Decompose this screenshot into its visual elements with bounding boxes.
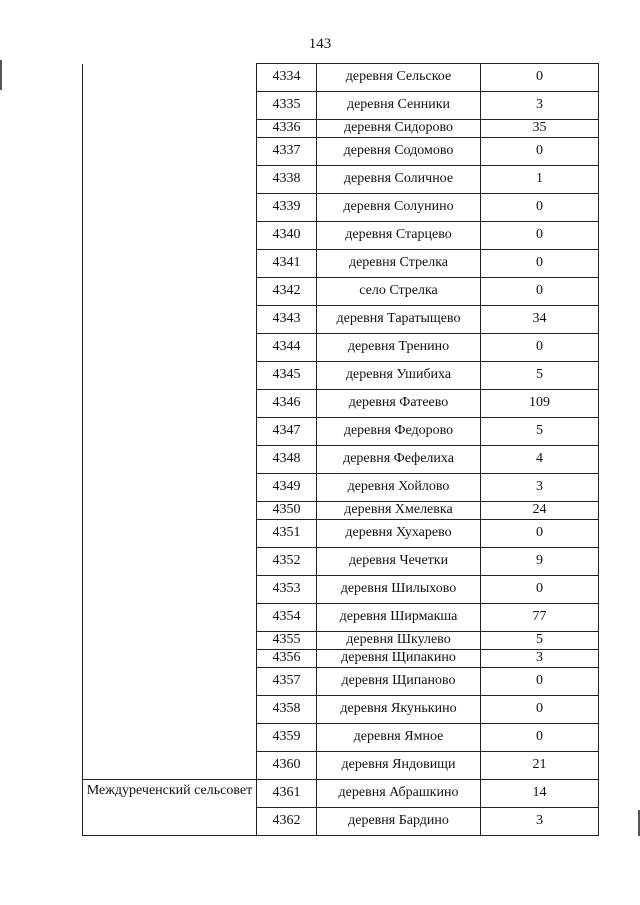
row-number: 4341 — [257, 250, 317, 278]
district-cell: Междуреченский сельсовет — [83, 780, 257, 836]
population-value: 0 — [481, 222, 599, 250]
population-value: 0 — [481, 250, 599, 278]
population-value: 0 — [481, 334, 599, 362]
settlement-name: деревня Яндовищи — [317, 752, 481, 780]
population-value: 0 — [481, 64, 599, 92]
settlement-name: деревня Солунино — [317, 194, 481, 222]
row-number: 4349 — [257, 474, 317, 502]
population-value: 35 — [481, 120, 599, 138]
settlement-name: деревня Тренино — [317, 334, 481, 362]
settlement-name: деревня Хухарево — [317, 520, 481, 548]
settlement-name: деревня Сельское — [317, 64, 481, 92]
population-value: 109 — [481, 390, 599, 418]
row-number: 4336 — [257, 120, 317, 138]
settlement-name: деревня Фефелиха — [317, 446, 481, 474]
population-value: 77 — [481, 604, 599, 632]
settlement-name: деревня Фатеево — [317, 390, 481, 418]
population-value: 3 — [481, 92, 599, 120]
row-number: 4339 — [257, 194, 317, 222]
settlement-name: деревня Абрашкино — [317, 780, 481, 808]
row-number: 4345 — [257, 362, 317, 390]
settlement-name: деревня Шкулево — [317, 632, 481, 650]
settlement-name: деревня Чечетки — [317, 548, 481, 576]
settlement-name: деревня Щипакино — [317, 650, 481, 668]
settlement-name: деревня Якунькино — [317, 696, 481, 724]
row-number: 4358 — [257, 696, 317, 724]
population-value: 0 — [481, 278, 599, 306]
row-number: 4356 — [257, 650, 317, 668]
settlement-name: деревня Таратыщево — [317, 306, 481, 334]
row-number: 4351 — [257, 520, 317, 548]
row-number: 4344 — [257, 334, 317, 362]
settlement-name: деревня Старцево — [317, 222, 481, 250]
row-number: 4346 — [257, 390, 317, 418]
row-number: 4362 — [257, 808, 317, 836]
settlement-name: деревня Ямное — [317, 724, 481, 752]
population-value: 21 — [481, 752, 599, 780]
population-value: 1 — [481, 166, 599, 194]
row-number: 4350 — [257, 502, 317, 520]
row-number: 4352 — [257, 548, 317, 576]
population-value: 0 — [481, 194, 599, 222]
settlement-name: деревня Ширмакша — [317, 604, 481, 632]
table-row — [83, 780, 599, 808]
row-number: 4338 — [257, 166, 317, 194]
row-number: 4335 — [257, 92, 317, 120]
row-number: 4347 — [257, 418, 317, 446]
settlement-name: деревня Хмелевка — [317, 502, 481, 520]
row-number: 4360 — [257, 752, 317, 780]
settlement-name: село Стрелка — [317, 278, 481, 306]
population-value: 0 — [481, 138, 599, 166]
population-value: 14 — [481, 780, 599, 808]
row-number: 4359 — [257, 724, 317, 752]
row-number: 4355 — [257, 632, 317, 650]
row-number: 4334 — [257, 64, 317, 92]
population-value: 5 — [481, 362, 599, 390]
settlement-name: деревня Бардино — [317, 808, 481, 836]
row-number: 4340 — [257, 222, 317, 250]
settlement-name: деревня Хойлово — [317, 474, 481, 502]
population-value: 0 — [481, 576, 599, 604]
settlement-name: деревня Федорово — [317, 418, 481, 446]
settlements-table — [82, 63, 599, 836]
row-number: 4357 — [257, 668, 317, 696]
settlement-name: деревня Ушибиха — [317, 362, 481, 390]
population-value: 3 — [481, 808, 599, 836]
settlement-name: деревня Сенники — [317, 92, 481, 120]
table-row — [83, 64, 599, 92]
settlement-name: деревня Сидорово — [317, 120, 481, 138]
row-number: 4343 — [257, 306, 317, 334]
population-value: 0 — [481, 696, 599, 724]
row-number: 4348 — [257, 446, 317, 474]
row-number: 4361 — [257, 780, 317, 808]
settlement-name: деревня Шилыхово — [317, 576, 481, 604]
row-number: 4353 — [257, 576, 317, 604]
population-value: 4 — [481, 446, 599, 474]
row-number: 4337 — [257, 138, 317, 166]
scan-mark-left — [0, 60, 2, 90]
population-value: 0 — [481, 724, 599, 752]
row-number: 4342 — [257, 278, 317, 306]
population-value: 3 — [481, 474, 599, 502]
settlement-name: деревня Щипаново — [317, 668, 481, 696]
settlement-name: деревня Соличное — [317, 166, 481, 194]
settlement-name: деревня Стрелка — [317, 250, 481, 278]
settlement-name: деревня Содомово — [317, 138, 481, 166]
population-value: 24 — [481, 502, 599, 520]
population-value: 9 — [481, 548, 599, 576]
district-cell-empty — [83, 64, 257, 780]
population-value: 34 — [481, 306, 599, 334]
population-value: 3 — [481, 650, 599, 668]
population-value: 0 — [481, 520, 599, 548]
page-number: 143 — [308, 36, 332, 52]
population-value: 0 — [481, 668, 599, 696]
population-value: 5 — [481, 418, 599, 446]
population-value: 5 — [481, 632, 599, 650]
row-number: 4354 — [257, 604, 317, 632]
